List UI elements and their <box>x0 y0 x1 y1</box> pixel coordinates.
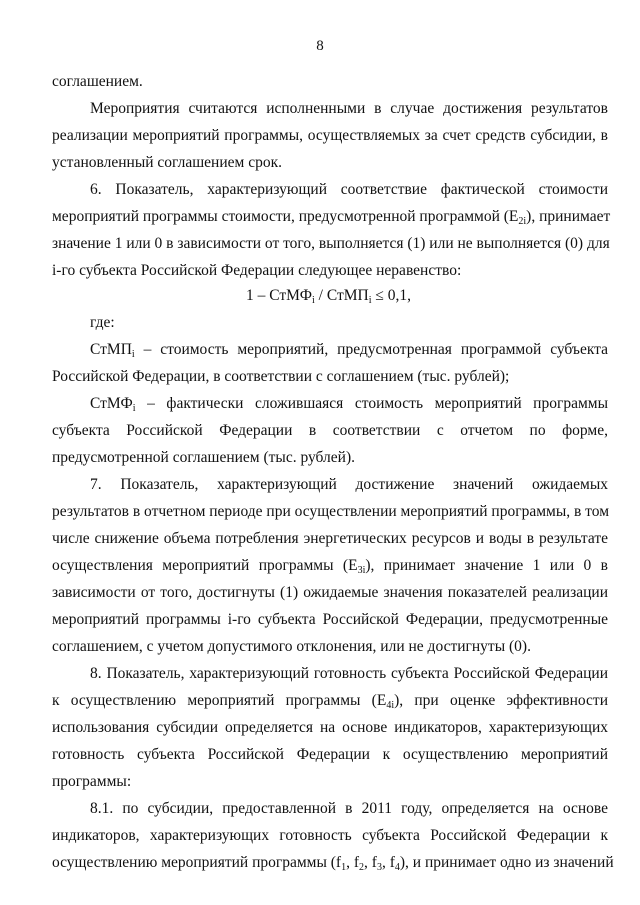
text-line: i-го субъекта Российской Федерации следующее неравенство: <box>52 262 462 279</box>
text-line: 8.1. по субсидии, предоставленной в 2011 году, определяется на основе <box>90 800 608 817</box>
text-line: где: <box>90 314 115 331</box>
text-line: СтМП$_i$ – стоимость мероприятий, предусмотренная программой субъекта <box>90 341 608 360</box>
text-line: значение 1 или 0 в зависимости от того, выполняется (1) или не выполняется (0) для <box>52 235 610 252</box>
text-line: СтМФ$_i$ – фактически сложившаяся стоимость мероприятий программы <box>90 395 608 414</box>
text-line: мероприятий программы i-го субъекта Российской Федерации, предусмотренные <box>52 611 608 628</box>
text-line: зависимости от того, достигнуты (1) ожидаемые значения показателей реализации <box>52 584 608 601</box>
text-line: 8. Показатель, характеризующий готовность субъекта Российской Федерации <box>90 665 608 682</box>
text-line: мероприятий программы стоимости, предусмотренной программой $(E_{2i})$, принимает <box>52 208 611 227</box>
text-line: индикаторов, характеризующих готовность субъекта Российской Федерации к <box>52 827 608 844</box>
text-line: осуществления мероприятий программы $(E_{3i})$, принимает значение 1 или 0 в <box>52 557 609 576</box>
page-number: 8 <box>316 38 324 54</box>
text-line: соглашением. <box>52 73 143 90</box>
text-line: числе снижение объема потребления энергетических ресурсов и воды в результате <box>52 530 608 547</box>
text-line: готовность субъекта Российской Федерации к осуществлению мероприятий <box>52 746 608 763</box>
text-line: к осуществлению мероприятий программы $(E_{4i})$, при оценке эффективности <box>52 692 608 711</box>
text-line: 6. Показатель, характеризующий соответствие фактической стоимости <box>90 181 608 198</box>
text-line: программы: <box>52 773 132 790</box>
text-line: установленный соглашением срок. <box>52 154 282 171</box>
text-line: осуществлению мероприятий программы ($f_1$, $f_2$, $f_3$, $f_4$), и принимает одно из значений <box>52 854 614 873</box>
text-line: 7. Показатель, характеризующий достижение значений ожидаемых <box>90 476 608 493</box>
formula: 1 – СтМФ$_i$ / СтМП$_i$ ≤ 0,1, <box>246 287 412 306</box>
text-line: соглашением, с учетом допустимого отклонения, или не достигнуты (0). <box>52 638 531 655</box>
text-line: субъекта Российской Федерации в соответствии с отчетом по форме, <box>52 422 608 439</box>
text-line: Российской Федерации, в соответствии с соглашением (тыс. рублей); <box>52 368 510 385</box>
text-line: результатов в отчетном периоде при осуществлении мероприятий программы, в том <box>52 503 610 520</box>
text-line: предусмотренной соглашением (тыс. рублей). <box>52 449 355 466</box>
text-line: использования субсидии определяется на основе индикаторов, характеризующих <box>52 719 608 736</box>
text-line: реализации мероприятий программы, осуществляемых за счет средств субсидии, в <box>52 127 608 144</box>
text-line: Мероприятия считаются исполненными в случае достижения результатов <box>90 100 608 117</box>
